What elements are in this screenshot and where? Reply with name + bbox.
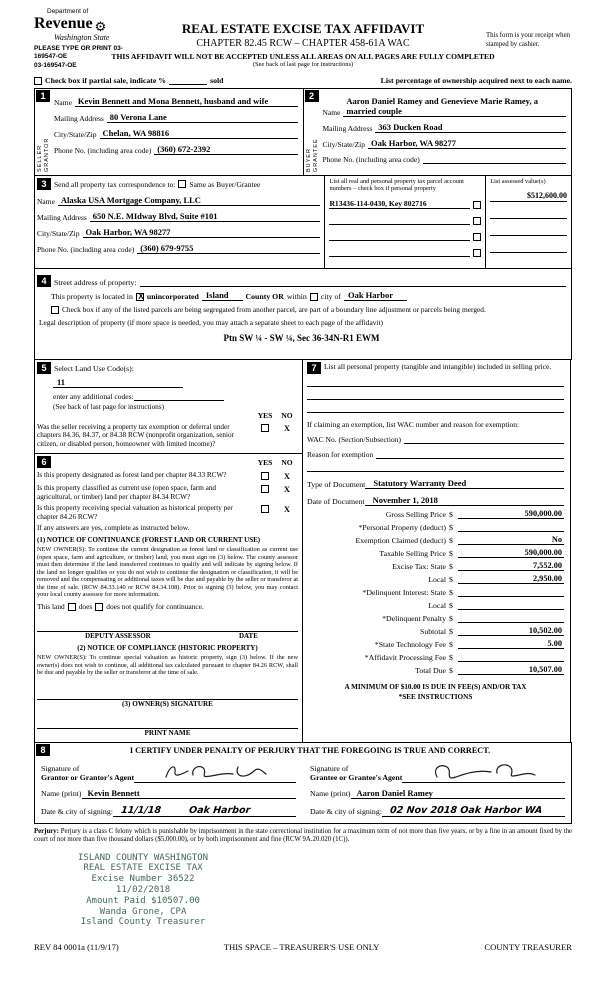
- excise-tax-local-value: 2,950.00: [458, 574, 564, 584]
- city-of-label: city of: [320, 292, 341, 301]
- owners-signature-label: (3) OWNER(S) SIGNATURE: [122, 699, 213, 708]
- assessed-blank-3: [490, 225, 567, 236]
- total-due-value: 10,507.00: [458, 665, 564, 675]
- wac-no-label: WAC No. (Section/Subsection): [307, 435, 401, 444]
- exemption-question: Was the seller receiving a property tax exemption or deferral under chapters 84.36, 84.37, or 84.38 RCW (nonprofit organization, senior citizen, or disabled person, homeowner with limited income)?: [37, 423, 234, 448]
- delinquent-interest-state-value: [458, 587, 564, 597]
- personal-property-deduct-label: *Personal Property (deduct): [358, 523, 446, 532]
- footer-county-treasurer: COUNTY TREASURER: [484, 942, 572, 953]
- exemption-claimed-value: No: [458, 535, 564, 545]
- excise-tax-state-value: 7,552.00: [458, 561, 564, 571]
- land-use-code-value: 11: [53, 377, 183, 388]
- land-use-label: Select Land Use Code(s):: [54, 363, 134, 373]
- legal-description-value: Ptn SW ¼ - SW ¼, Sec 36-34N-R1 EWM: [223, 333, 380, 343]
- fin-row-exemption: [307, 535, 564, 545]
- dollar-sign: $: [449, 653, 453, 662]
- parcel-blank-2: [329, 215, 470, 225]
- taxable-selling-price-value: 590,000.00: [458, 548, 564, 558]
- footer-treasurer-space: THIS SPACE – TREASURER'S USE ONLY: [223, 942, 380, 953]
- additional-codes-label: enter any additional codes:: [53, 392, 134, 401]
- unincorporated-checkbox[interactable]: [136, 293, 144, 301]
- corr-name-label: Name: [37, 197, 55, 206]
- dollar-sign: $: [449, 627, 453, 636]
- seller-vertical-text-2: GRANTOR: [44, 137, 50, 172]
- sec6-yes-header: YES: [257, 457, 273, 467]
- partial-sale-checkbox[interactable]: [34, 77, 42, 85]
- q2-no-answer: X: [283, 484, 291, 495]
- owners-signature-line: [37, 689, 298, 700]
- delinquent-interest-local-value: [458, 600, 564, 610]
- section-6-badge: 6: [37, 456, 51, 468]
- reason-blank-2: [307, 459, 564, 472]
- section-4-badge: 4: [37, 275, 51, 287]
- does-checkbox[interactable]: [68, 603, 76, 611]
- doc-date-value: November 1, 2018: [365, 495, 564, 506]
- grantee-date-city-label: Date & city of signing:: [310, 807, 382, 817]
- sec5-see-back: (See back of last page for instructions): [53, 403, 164, 411]
- total-due-label: Total Due: [415, 666, 446, 675]
- footer-rev-number: REV 84 0001a (11/9/17): [34, 942, 119, 953]
- section-7-badge: 7: [307, 362, 321, 374]
- tax-correspondence-section: [34, 175, 572, 269]
- unincorporated-label: unincorporated: [146, 292, 199, 301]
- doc-type-label: Type of Document: [307, 480, 366, 489]
- subtotal-value: 10,502.00: [458, 626, 564, 636]
- delinquent-penalty-value: [458, 613, 564, 623]
- state-technology-fee-value: 5.00: [458, 639, 564, 649]
- notice-continuance-title: (1) NOTICE OF CONTINUANCE (FOREST LAND OR CURRENT USE): [37, 536, 261, 545]
- grantor-date-city-label: Date & city of signing:: [41, 807, 113, 817]
- notice-compliance-body: NEW OWNER(S): To continue special valuation as historic property, sign (3) below. If the new owner(s) does not wish to continue, all additional tax calculated pursuant to chapter 84.26 RCW, shall be due and payable by the seller or transferor at the time of sale.: [37, 654, 298, 677]
- corr-phone-label: Phone No. (including area code): [37, 245, 135, 254]
- print-name-label: PRINT NAME: [144, 728, 191, 737]
- sec5-yes-header: YES: [257, 411, 273, 420]
- delinquent-interest-state-label: *Delinquent Interest: State: [362, 588, 446, 597]
- selling-price-section: [302, 359, 571, 743]
- forest-land-question: Is this property designated as forest land per chapter 84.33 RCW?: [37, 471, 227, 480]
- buyer-vertical-text-1: BUYER: [305, 148, 312, 172]
- located-in-label: This property is located in: [51, 292, 133, 301]
- dor-logo: [34, 8, 194, 70]
- form-code-2: 03-169547-OE: [34, 61, 77, 69]
- fin-row-delinq-int-local: [307, 600, 564, 610]
- seller-mailing-value: 80 Verona Lane: [107, 112, 298, 123]
- subtotal-label: Subtotal: [420, 627, 446, 636]
- dollar-sign: $: [449, 614, 453, 623]
- seller-name-value: Kevin Bennett and Mona Bennett, husband and wife: [75, 96, 298, 107]
- segregated-checkbox[interactable]: [51, 306, 59, 314]
- form-code-1: 169547-OE: [34, 53, 68, 61]
- personal-property-checkbox-1[interactable]: [473, 201, 481, 209]
- logo-revenue-text: Revenue: [34, 15, 93, 32]
- fin-row-delinq-penalty: [307, 613, 564, 623]
- section-3-badge: 3: [37, 178, 51, 190]
- form-subtitle: CHAPTER 82.45 RCW – CHAPTER 458-61A WAC: [196, 38, 410, 49]
- additional-codes-blank: [134, 391, 224, 401]
- fin-row-personal: [307, 522, 564, 532]
- buyer-name-label: Name: [322, 108, 341, 117]
- seller-city-label: City/State/Zip: [54, 130, 97, 139]
- grantee-signature: [429, 760, 539, 784]
- seller-side-label: [37, 106, 52, 172]
- buyer-vertical-text-2: GRANTEE: [312, 138, 319, 172]
- partial-sale-label: Check box if partial sale, indicate %: [45, 76, 167, 85]
- parcel-blank-4: [329, 247, 470, 257]
- property-location-section: [34, 268, 572, 360]
- seller-phone-value: (360) 672-2392: [154, 144, 297, 155]
- affidavit-processing-fee-value: [458, 652, 564, 662]
- personal-property-deduct-value: [458, 522, 564, 532]
- taxable-selling-price-label: Taxable Selling Price: [379, 549, 446, 558]
- wac-no-blank: [404, 434, 564, 444]
- deputy-assessor-label: DEPUTY ASSESSOR: [85, 632, 151, 641]
- grantee-name-print-value: Aaron Daniel Ramey: [351, 788, 566, 799]
- perjury-clause: [34, 828, 572, 845]
- parcel-number-value: R13436-114-0430, Key 802716: [329, 199, 470, 209]
- personal-property-blank-2: [307, 387, 564, 400]
- seller-vertical-text-1: SELLER: [37, 144, 43, 172]
- affidavit-processing-fee-label: *Affidavit Processing Fee: [364, 653, 446, 662]
- certify-statement: I CERTIFY UNDER PENALTY OF PERJURY THAT THE FOREGOING IS TRUE AND CORRECT.: [129, 745, 491, 755]
- please-type-note: PLEASE TYPE OR PRINT 03-: [34, 45, 123, 52]
- section-8-badge: 8: [36, 744, 50, 756]
- historic-property-question: Is this property receiving special valuation as historical property per chapter 84.26 RCW?: [37, 504, 233, 521]
- notice-continuance-body: NEW OWNER(S): To continue the current designation as forest land or classification as current use (open space, farm and agriculture, or timber) land, you must sign on (3) below. The county assessor must then determine if the land transferred continues to qualify and will indicate by signing below. If the land no longer qualifies or you do not wish to continue the designation or classification, it will be removed and the compensating or additional taxes will be due and payable by the seller or transferor at the time of sale. (RCW 84.33.140 or RCW 84.34.108). Prior to signing (3) below, you may contact your local county assessor for more information.: [37, 546, 298, 598]
- minimum-fee-note: A MINIMUM OF $10.00 IS DUE IN FEE(S) AND/OR TAX: [344, 683, 527, 691]
- sold-label: sold: [210, 76, 224, 85]
- unincorporated-checkmark: X: [138, 292, 144, 301]
- land-use-section: [34, 359, 303, 454]
- land-designation-section: [34, 453, 303, 742]
- grantor-name-print-label: Name (print): [41, 789, 82, 799]
- if-yes-note: If any answers are yes, complete as instructed below.: [37, 524, 190, 533]
- doc-date-label: Date of Document: [307, 497, 365, 506]
- same-as-buyer-checkbox[interactable]: [178, 180, 186, 188]
- gross-selling-price-label: Gross Selling Price: [385, 510, 446, 519]
- assessed-value: $512,600.00: [490, 191, 567, 202]
- assessed-value-header: List assessed value(s): [490, 178, 546, 185]
- stamp-line-date: 11/02/2018: [115, 884, 171, 895]
- legal-description-label: Legal description of property (if more space is needed, you may attach a separate sheet to each page of the affidavit): [39, 318, 383, 327]
- seller-mailing-label: Mailing Address: [54, 114, 104, 123]
- seller-phone-label: Phone No. (including area code): [54, 146, 152, 155]
- dollar-sign: $: [449, 575, 453, 584]
- does-label: does: [78, 602, 93, 612]
- reason-blank: [376, 449, 564, 459]
- city-checkbox[interactable]: [310, 293, 318, 301]
- within-label: within: [286, 292, 307, 301]
- form-title: REAL ESTATE EXCISE TAX AFFIDAVIT: [181, 21, 425, 36]
- does-not-checkbox[interactable]: [95, 603, 103, 611]
- q1-yes-checkbox[interactable]: [261, 472, 269, 480]
- sec5-no-header: NO: [281, 411, 293, 420]
- deputy-date-label: DATE: [238, 632, 258, 641]
- notice-compliance-title: (2) NOTICE OF COMPLIANCE (HISTORIC PROPERTY): [77, 644, 258, 653]
- county-or-label: County OR: [245, 292, 284, 301]
- form-header: [34, 8, 572, 74]
- grantee-name-print-label: Name (print): [310, 789, 351, 799]
- street-address-label: Street address of property:: [54, 278, 137, 287]
- perjury-text: Perjury is a class C felony which is punishable by imprisonment in the state correctional institution for a maximum term of not more than five years, or by a fine in an amount fixed by the court of not more than five thousand dollars ($5,000.00), or by both imprisonment and fine (RCW 9A.20.020 (1C)).: [34, 827, 572, 844]
- buyer-name-value: Aaron Daniel Ramey and Genevieve Marie Ramey, a married couple: [343, 96, 566, 117]
- dollar-sign: $: [449, 601, 453, 610]
- print-name-line: [37, 718, 298, 729]
- grantee-signature-label: Signature of Grantee or Grantee's Agent: [310, 763, 403, 783]
- q1-no-answer: X: [283, 471, 291, 482]
- section-5-badge: 5: [37, 362, 51, 374]
- excise-tax-state-label: Excise Tax: State: [392, 562, 446, 571]
- logo-state-text: Washington State: [54, 33, 110, 42]
- street-address-blank: [140, 278, 567, 287]
- doc-type-value: Statutory Warranty Deed: [365, 478, 564, 489]
- parcel-blank-3: [329, 231, 470, 241]
- treasurer-stamp: [78, 853, 208, 929]
- fin-row-excise-local: [307, 574, 564, 584]
- personal-property-checkbox-2[interactable]: [473, 217, 481, 225]
- fin-row-total-due: [307, 665, 564, 675]
- buyer-city-label: City/State/Zip: [322, 140, 365, 149]
- certification-section: [34, 742, 572, 824]
- sec5-yes-checkbox[interactable]: [261, 424, 269, 432]
- dollar-sign: $: [449, 640, 453, 649]
- seller-name-label: Name: [54, 98, 72, 107]
- dollar-sign: $: [449, 588, 453, 597]
- perjury-lead: Perjury:: [34, 827, 59, 835]
- grantee-signature-area: [402, 760, 565, 783]
- corr-mailing-label: Mailing Address: [37, 213, 87, 222]
- personal-property-checkbox-4[interactable]: [473, 249, 481, 257]
- section-1-badge: 1: [36, 90, 50, 102]
- grantor-signature-label: Signature of Grantor or Grantor's Agent: [41, 763, 135, 783]
- personal-property-checkbox-3[interactable]: [473, 233, 481, 241]
- dollar-sign: $: [449, 549, 453, 558]
- personal-property-label: List all personal property (tangible and intangible) included in selling price.: [324, 362, 552, 371]
- stamp-line-title: REAL ESTATE EXCISE TAX: [83, 863, 203, 874]
- grantor-name-print-value: Kevin Bennett: [82, 788, 297, 799]
- gross-selling-price-value: 590,000.00: [458, 509, 564, 519]
- does-not-label: does not qualify for continuance.: [106, 602, 204, 612]
- sec6-no-header: NO: [281, 457, 293, 467]
- fin-row-tech-fee: [307, 639, 564, 649]
- fin-row-gross: [307, 509, 564, 519]
- ownership-percentage-note: List percentage of ownership acquired next to each name.: [380, 76, 572, 85]
- personal-property-blank-3: [307, 400, 564, 413]
- buyer-phone-value: [423, 154, 566, 164]
- this-land-label: This land: [37, 602, 65, 612]
- stamp-line-county: ISLAND COUNTY WASHINGTON: [78, 852, 209, 863]
- reason-label: Reason for exemption: [307, 450, 374, 459]
- state-technology-fee-label: *State Technology Fee: [374, 640, 446, 649]
- dollar-sign: $: [449, 510, 453, 519]
- fin-row-subtotal: [307, 626, 564, 636]
- partial-sale-row: [34, 76, 572, 85]
- assessed-blank-4: [490, 242, 567, 253]
- deputy-assessor-line: [37, 621, 298, 632]
- fin-row-taxable: [307, 548, 564, 558]
- see-back-note: (See back of last page for instructions): [252, 61, 354, 68]
- corr-name-value: Alaska USA Mortgage Company, LLC: [58, 195, 321, 206]
- buyer-section: [303, 88, 573, 176]
- corr-phone-value: (360) 679-9755: [137, 243, 320, 254]
- current-use-question: Is this property classified as current use (open space, farm and agricultural, or timber) land per chapter 84.34 RCW?: [37, 484, 217, 501]
- segregated-label: Check box if any of the listed parcels are being segregated from another parcel, are part of a boundary line adjustment or parcels being merged.: [62, 305, 486, 314]
- buyer-city-value: Oak Harbor, WA 98277: [368, 138, 566, 149]
- seller-section: [34, 88, 304, 176]
- corr-city-label: City/State/Zip: [37, 229, 80, 238]
- send-correspondence-label: Send all property tax correspondence to:: [54, 179, 176, 189]
- stamp-line-treasurer-title: Island County Treasurer: [80, 917, 206, 928]
- stamp-line-treasurer-name: Wanda Grone, CPA: [99, 906, 187, 917]
- fin-row-processing-fee: [307, 652, 564, 662]
- section-2-badge: 2: [305, 90, 319, 102]
- exemption-claim-label: If claiming an exemption, list WAC number and reason for exemption:: [307, 420, 520, 429]
- stamp-line-excise-number: Excise Number 36522: [91, 874, 195, 885]
- county-value: Island: [202, 290, 243, 301]
- assessed-blank-2: [490, 208, 567, 219]
- excise-tax-local-label: Local: [428, 575, 446, 584]
- grantor-date-city-value: 11/1/18 Oak Harbor: [113, 805, 296, 817]
- logo-dept-text: Department of: [47, 8, 89, 15]
- completion-warning: THIS AFFIDAVIT WILL NOT BE ACCEPTED UNLESS ALL AREAS ON ALL PAGES ARE FULLY COMPLETED: [111, 52, 495, 61]
- same-as-buyer-label: Same as Buyer/Grantee: [189, 179, 261, 189]
- delinquent-penalty-label: *Delinquent Penalty: [382, 614, 446, 623]
- grantor-signature-area: [134, 762, 296, 783]
- dollar-sign: $: [449, 666, 453, 675]
- city-value: Oak Harbor: [344, 290, 407, 301]
- q3-yes-checkbox[interactable]: [261, 505, 269, 513]
- dollar-sign: $: [449, 536, 453, 545]
- buyer-phone-label: Phone No. (including area code): [322, 155, 420, 164]
- buyer-side-label: [306, 106, 321, 172]
- gear-icon: ⚙: [94, 18, 107, 34]
- q3-no-answer: X: [283, 504, 291, 515]
- parcel-numbers-header: List all real and personal property tax parcel account numbers – check box if personal property: [329, 178, 464, 193]
- sec5-no-answer: X: [283, 423, 291, 433]
- partial-sale-percent-blank: [169, 76, 207, 85]
- personal-property-blank-1: [307, 374, 564, 387]
- buyer-mailing-value: 363 Ducken Road: [375, 122, 566, 133]
- dollar-sign: $: [449, 523, 453, 532]
- corr-mailing-value: 650 N.E. MIdway Blvd, Suite #101: [90, 211, 321, 222]
- grantee-date-city-value: 02 Nov 2018 Oak Harbor WA: [382, 805, 565, 817]
- receipt-note: This form is your receipt when stamped by cashier.: [486, 32, 570, 48]
- buyer-mailing-label: Mailing Address: [322, 124, 373, 133]
- dollar-sign: $: [449, 562, 453, 571]
- delinquent-interest-local-label: Local: [428, 601, 446, 610]
- corr-city-value: Oak Harbor, WA 98277: [83, 227, 321, 238]
- form-footer: [34, 942, 572, 952]
- stamp-line-amount-paid: Amount Paid $10507.00: [86, 895, 200, 906]
- fin-row-excise-state: [307, 561, 564, 571]
- exemption-claimed-label: Exemption Claimed (deduct): [355, 536, 446, 545]
- q2-yes-checkbox[interactable]: [261, 485, 269, 493]
- see-instructions-note: *SEE INSTRUCTIONS: [398, 692, 473, 701]
- seller-city-value: Chelan, WA 98816: [100, 128, 298, 139]
- fin-row-delinq-int-state: [307, 587, 564, 597]
- grantor-signature: [160, 762, 270, 784]
